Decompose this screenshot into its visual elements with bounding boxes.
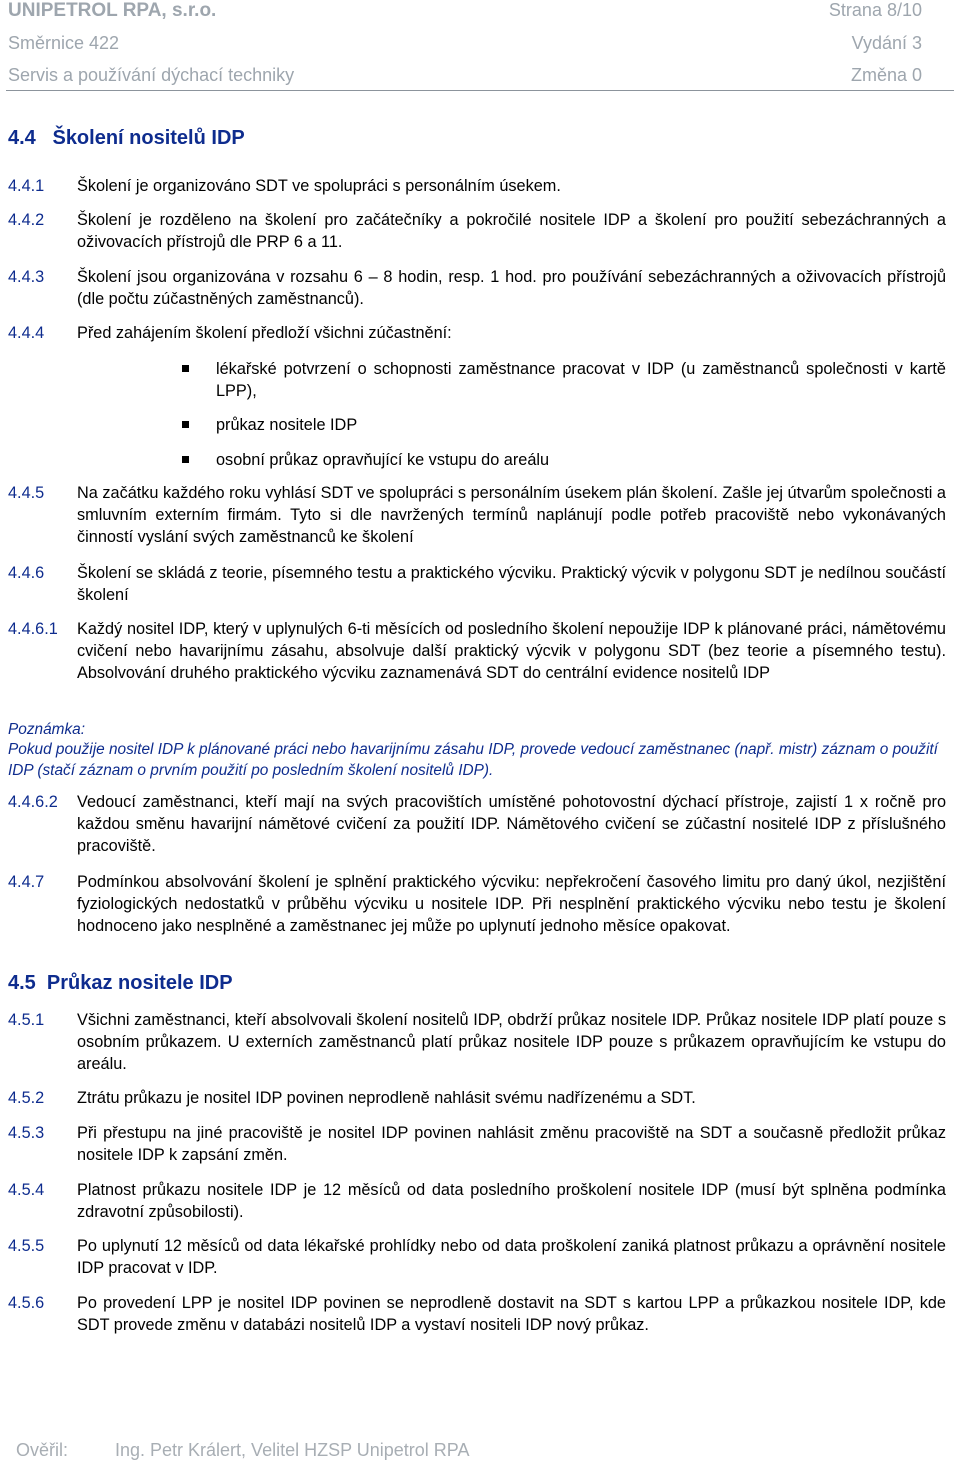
paragraph-text: Před zahájením školení předloží všichni zúčastnění:: [77, 324, 452, 342]
paragraph-4-5-1: [8, 1009, 946, 1075]
paragraph-4-5-4: [8, 1179, 946, 1223]
paragraph-text: Po uplynutí 12 měsíců od data lékařské prohlídky nebo od data proškolení zaniká platnost průkazu a oprávnění nositele IDP pracovat v IDP.: [77, 1237, 946, 1277]
bullet-text: lékařské potvrzení o schopnosti zaměstnance pracovat v IDP (u zaměstnanců společnosti v kartě LPP),: [216, 360, 946, 400]
bullet-item: [182, 358, 946, 402]
paragraph-number: 4.4.6.2: [8, 793, 58, 811]
bullet-item: [182, 414, 946, 436]
footer-verifier: Ing. Petr Králert, Velitel HZSP Unipetrol RPA: [115, 1440, 470, 1460]
paragraph-number: 4.4.4: [8, 324, 45, 342]
paragraph-4-4-6: [8, 562, 946, 606]
section-heading-4-4: 4.4 Školení nositelů IDP: [8, 127, 245, 149]
paragraph-number: 4.4.6: [8, 564, 45, 582]
paragraph-number: 4.5.1: [8, 1011, 45, 1029]
directive-number: Směrnice 422: [8, 33, 120, 53]
bullet-square-icon: [182, 456, 189, 463]
page-number: Strana 8/10: [828, 0, 922, 20]
paragraph-text: Ztrátu průkazu je nositel IDP povinen neprodleně nahlásit svému nadřízenému a SDT.: [77, 1089, 696, 1107]
edition: Vydání 3: [851, 33, 922, 53]
note-label: Poznámka:: [8, 721, 85, 738]
paragraph-4-5-5: [8, 1235, 946, 1279]
paragraph-text: Vedoucí zaměstnanci, kteří mají na svých pracovištích umístěné pohotovostní dýchací přístroje, zajistí 1 x ročně pro každou směnu havarijní námětové cvičení za použití IDP. Námětového cvičení se zúčastní nositelé IDP z příslušného pracoviště.: [77, 793, 946, 855]
paragraph-4-5-3: [8, 1122, 946, 1166]
paragraph-number: 4.4.7: [8, 873, 45, 891]
paragraph-text: Školení jsou organizována v rozsahu 6 – 8 hodin, resp. 1 hod. pro používání sebezáchranných a oživovacích přístrojů (dle počtu zúčastněných zaměstnanců).: [77, 268, 946, 308]
paragraph-4-4-6-1: [8, 618, 946, 684]
paragraph-number: 4.4.5: [8, 484, 45, 502]
bullet-text: osobní průkaz opravňující ke vstupu do areálu: [216, 451, 550, 469]
paragraph-number: 4.4.6.1: [8, 620, 58, 638]
paragraph-4-4-2: [8, 209, 946, 253]
paragraph-4-4-5: [8, 482, 946, 548]
paragraph-text: Při přestupu na jiné pracoviště je nositel IDP povinen nahlásit změnu pracoviště na SDT a současně předložit průkaz nositele IDP k zapsání změn.: [77, 1124, 946, 1164]
paragraph-text: Platnost průkazu nositele IDP je 12 měsíců od data posledního proškolení nositele IDP (musí být splněna podmínka zdravotní způsobilosti).: [77, 1181, 946, 1221]
paragraph-text: Všichni zaměstnanci, kteří absolvovali školení nositelů IDP, obdrží průkaz nositele IDP. Průkaz nositele IDP platí pouze s osobním průkazem. U externích zaměstnanců platí průkaz nositele IDP pouze s průkazem opravňujícím ke vstupu do areálu.: [77, 1011, 946, 1073]
paragraph-text: Po provedení LPP je nositel IDP povinen se neprodleně dostavit na SDT s kartou LPP a průkazkou nositele IDP, kde SDT provede změnu v databázi nositelů IDP a vystaví nositeli IDP nový průkaz.: [77, 1294, 946, 1334]
paragraph-4-4-4: [8, 322, 946, 344]
paragraph-text: Školení je organizováno SDT ve spolupráci s personálním úsekem.: [77, 177, 561, 195]
company-name: UNIPETROL RPA, s.r.o.: [8, 0, 217, 21]
footer-verification: [16, 1440, 469, 1461]
paragraph-4-4-7: [8, 871, 946, 937]
bullet-item: [182, 449, 946, 471]
paragraph-text: Školení je rozděleno na školení pro začátečníky a pokročilé nositele IDP a školení pro použití sebezáchranných a oživovacích přístrojů dle PRP 6 a 11.: [77, 211, 946, 251]
footer-label: Ověřil:: [16, 1440, 69, 1460]
bullet-text: průkaz nositele IDP: [216, 416, 358, 434]
paragraph-4-4-6-2: [8, 791, 946, 857]
paragraph-4-5-6: [8, 1292, 946, 1336]
paragraph-number: 4.5.3: [8, 1124, 45, 1142]
paragraph-number: 4.4.3: [8, 268, 45, 286]
paragraph-4-4-3: [8, 266, 946, 310]
section-heading-4-5: 4.5 Průkaz nositele IDP: [8, 972, 233, 994]
paragraph-4-5-2: [8, 1087, 946, 1109]
paragraph-number: 4.5.4: [8, 1181, 45, 1199]
change-number: Změna 0: [850, 65, 922, 85]
paragraph-number: 4.5.2: [8, 1089, 45, 1107]
paragraph-4-4-1: [8, 175, 946, 197]
paragraph-number: 4.4.1: [8, 177, 45, 195]
paragraph-text: Každý nositel IDP, který v uplynulých 6-ti měsících od posledního školení nepoužije IDP k plánované práci, námětovému cvičení nebo havarijnímu zásahu, absolvuje další praktický výcvik v polygonu SDT (bez teorie a písemného testu). Absolvování druhého praktického výcviku zaznamenává SDT do centrální evidence nositelů IDP: [77, 620, 946, 682]
paragraph-text: Podmínkou absolvování školení je splnění praktického výcviku: nepřekročení časového limitu pro daný úkol, nezjištění fyziologických nedostatků v průběhu výcviku u nositele IDP. Při nesplnění praktického výcviku nebo testu je školení hodnoceno jako nesplněné a zaměstnanec jej může po uplynutí jednoho měsíce opakovat.: [77, 873, 946, 935]
paragraph-text: Školení se skládá z teorie, písemného testu a praktického výcviku. Praktický výcvik v polygonu SDT je nedílnou součástí školení: [77, 564, 946, 604]
paragraph-number: 4.5.5: [8, 1237, 45, 1255]
paragraph-text: Na začátku každého roku vyhlásí SDT ve spolupráci s personálním úsekem plán školení. Zašle jej útvarům společnosti a smluvním externím firmám. Tyto si dle navržených termínů naplánují podle potřeb pracoviště nebo vykonávaných činností vyslání svých zaměstnanců ke školení: [77, 484, 946, 546]
bullet-square-icon: [182, 421, 189, 428]
header-divider: [6, 90, 954, 91]
paragraph-number: 4.4.2: [8, 211, 45, 229]
paragraph-number: 4.5.6: [8, 1294, 45, 1312]
document-subject: Servis a používání dýchací techniky: [8, 65, 295, 85]
bullet-square-icon: [182, 365, 189, 372]
note-text: Pokud použije nositel IDP k plánované práci nebo havarijnímu zásahu IDP, provede vedoucí zaměstnanec (např. mistr) záznam o použití IDP (stačí záznam o prvním použití po posledním školení nositelů IDP).: [8, 741, 938, 779]
